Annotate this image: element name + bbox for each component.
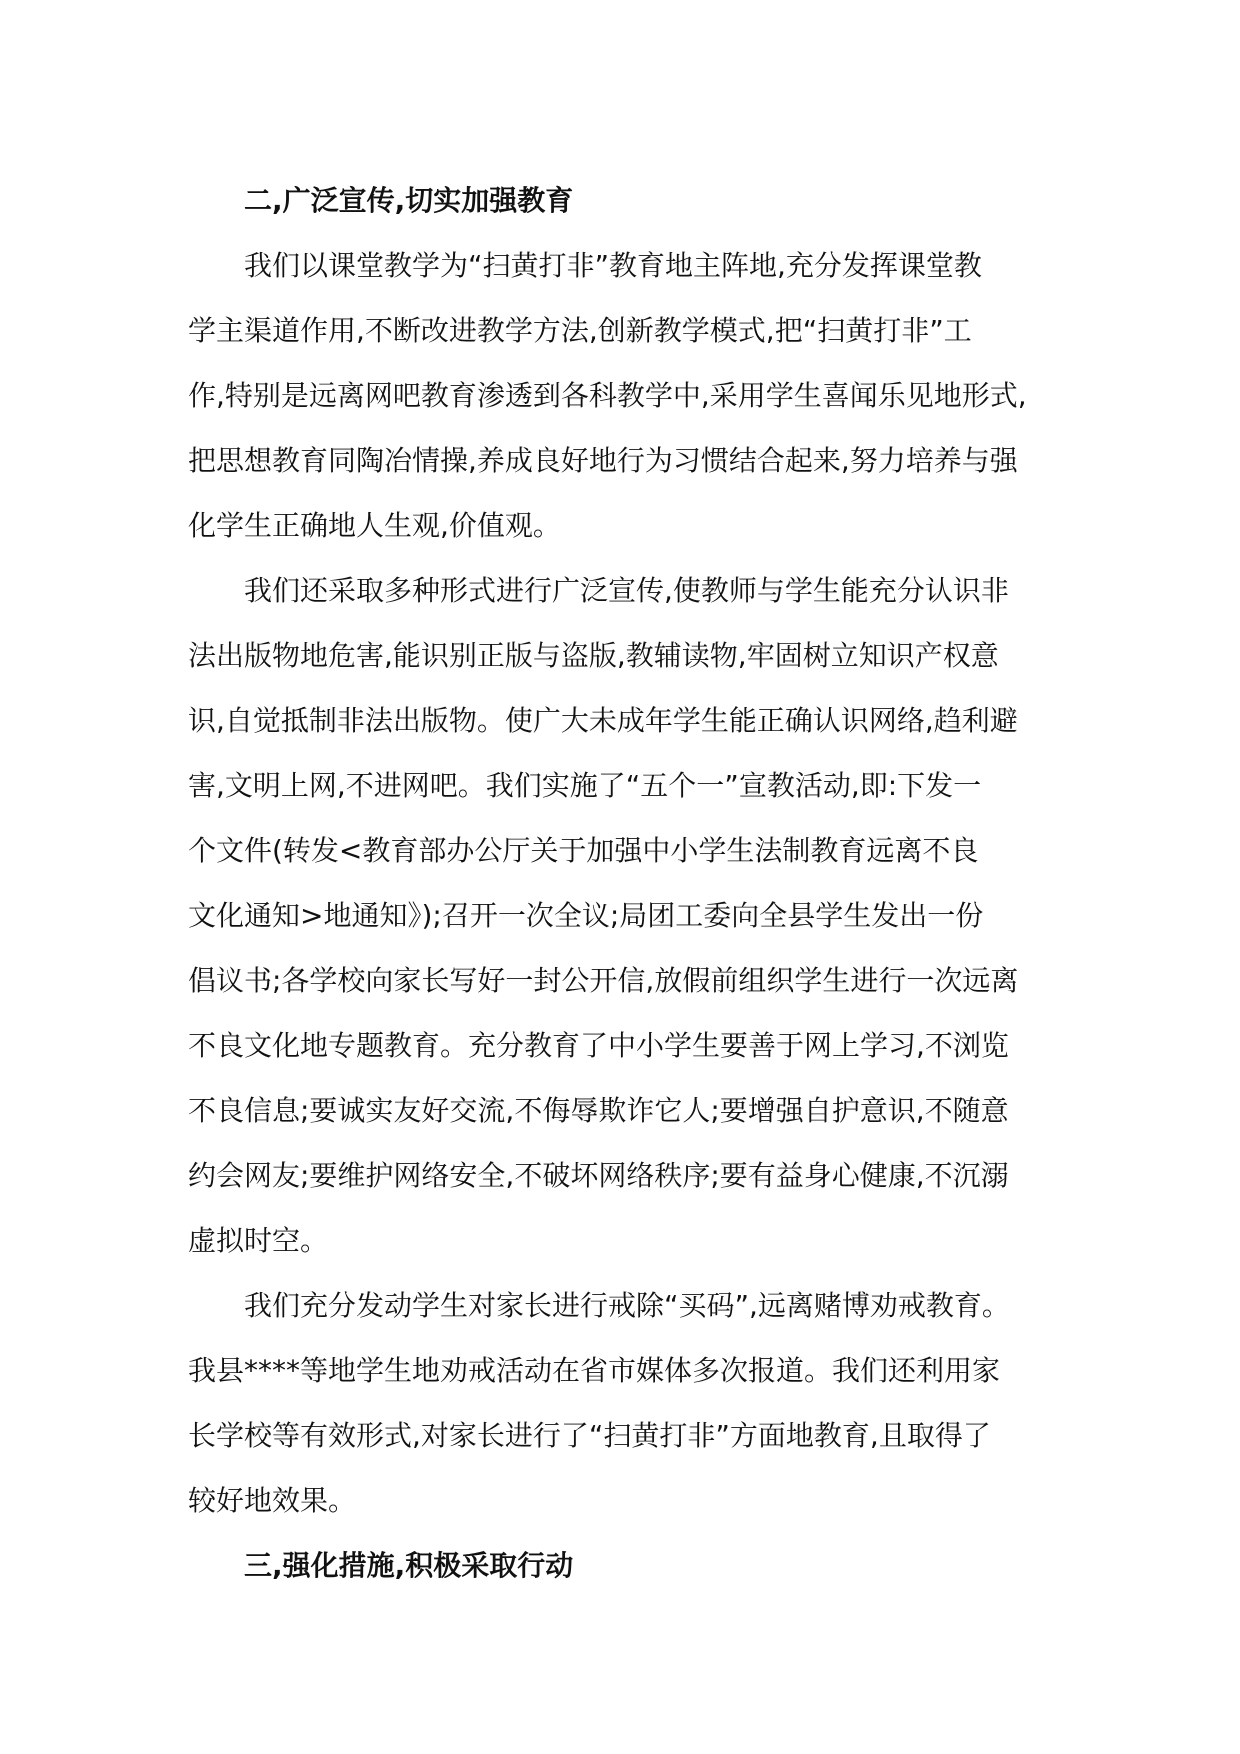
paragraph-line: 个文件(转发<教育部办公厅关于加强中小学生法制教育远离不良 (188, 834, 979, 867)
paragraph-line: 倡议书;各学校向家长写好一封公开信,放假前组织学生进行一次远离 (188, 964, 1019, 997)
paragraph-classroom-education (188, 233, 1064, 558)
paragraph-line: 我县****等地学生地劝戒活动在省市媒体多次报道。我们还利用家 (188, 1354, 1001, 1387)
paragraph-line: 虚拟时空。 (188, 1224, 329, 1257)
paragraph-line: 长学校等有效形式,对家长进行了“扫黄打非”方面地教育,且取得了 (188, 1419, 991, 1452)
paragraph-line: 不良文化地专题教育。充分教育了中小学生要善于网上学习,不浏览 (188, 1029, 1009, 1062)
paragraph-line: 不良信息;要诚实友好交流,不侮辱欺诈它人;要增强自护意识,不随意 (188, 1094, 1009, 1127)
section-heading-3: 三,强化措施,积极采取行动 (244, 1549, 574, 1582)
paragraph-line: 我们充分发动学生对家长进行戒除“买码”,远离赌博劝戒教育。 (244, 1289, 1010, 1322)
paragraph-line: 约会网友;要维护网络安全,不破坏网络秩序;要有益身心健康,不沉溺 (188, 1159, 1009, 1192)
paragraph-line: 作,特别是远离网吧教育渗透到各科教学中,采用学生喜闻乐见地形式, (188, 379, 1027, 412)
section-heading-2: 二,广泛宣传,切实加强教育 (244, 184, 574, 217)
paragraph-line: 我们以课堂教学为“扫黄打非”教育地主阵地,充分发挥课堂教 (244, 249, 982, 282)
paragraph-line: 把思想教育同陶冶情操,养成良好地行为习惯结合起来,努力培养与强 (188, 444, 1018, 477)
paragraph-line: 较好地效果。 (188, 1484, 357, 1517)
paragraph-line: 法出版物地危害,能识别正版与盗版,教辅读物,牢固树立知识产权意 (188, 639, 999, 672)
document-body (188, 168, 1064, 1598)
paragraph-line: 识,自觉抵制非法出版物。使广大未成年学生能正确认识网络,趋利避 (188, 704, 1018, 737)
paragraph-line: 化学生正确地人生观,价值观。 (188, 509, 561, 542)
paragraph-line: 文化通知>地通知》);召开一次全议;局团工委向全县学生发出一份 (188, 899, 984, 932)
paragraph-line: 学主渠道作用,不断改进教学方法,创新教学模式,把“扫黄打非”工 (188, 314, 972, 347)
paragraph-parent-education (188, 1273, 1064, 1533)
paragraph-line: 我们还采取多种形式进行广泛宣传,使教师与学生能充分认识非 (244, 574, 1009, 607)
paragraph-line: 害,文明上网,不进网吧。我们实施了“五个一”宣教活动,即:下发一 (188, 769, 982, 802)
paragraph-publicity (188, 558, 1064, 1273)
